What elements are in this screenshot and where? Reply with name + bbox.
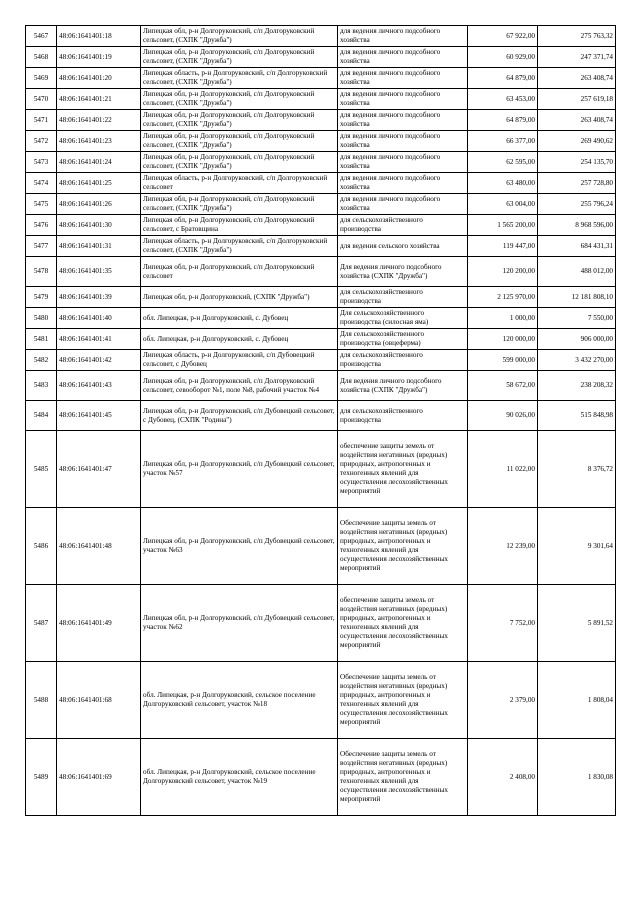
row-number: 5487: [26, 585, 57, 662]
row-number: 5474: [26, 173, 57, 194]
cadastral-value: 7 550,00: [538, 308, 616, 329]
row-number: 5469: [26, 68, 57, 89]
table-row: [26, 194, 616, 215]
area-value: 2 408,00: [468, 739, 538, 816]
table-row: [26, 47, 616, 68]
cadastral-value: 263 408,74: [538, 110, 616, 131]
cadastral-value: 515 848,98: [538, 401, 616, 431]
area-value: 63 004,00: [468, 194, 538, 215]
cadastral-value: 8 968 596,00: [538, 215, 616, 236]
table-row: [26, 431, 616, 508]
area-value: 7 752,00: [468, 585, 538, 662]
row-number: 5482: [26, 350, 57, 371]
cadastral-value: 12 181 808,10: [538, 287, 616, 308]
plot-address: Липецкая обл, р-н Долгоруковский, с/п Дубовецкий сельсовет, участок №57: [141, 431, 338, 508]
plot-address: Липецкая обл, р-н Долгоруковский, с/п Долгоруковский сельсовет, (СХПК "Дружба"): [141, 194, 338, 215]
permitted-use: Для сельскохозяйственного производства (силосная яма): [338, 308, 468, 329]
cadastral-number: 48:06:1641401:45: [57, 401, 141, 431]
table-row: [26, 257, 616, 287]
permitted-use: для ведения личного подсобного хозяйства: [338, 131, 468, 152]
area-value: 1 565 200,00: [468, 215, 538, 236]
plot-address: обл. Липецкая, р-н Долгоруковский, с. Дубовец: [141, 329, 338, 350]
table-row: [26, 585, 616, 662]
row-number: 5478: [26, 257, 57, 287]
row-number: 5476: [26, 215, 57, 236]
cadastral-value: 238 208,32: [538, 371, 616, 401]
plot-address: обл. Липецкая, р-н Долгоруковский, сельское поселение Долгоруковский сельсовет, участок №18: [141, 662, 338, 739]
plot-address: Липецкая обл, р-н Долгоруковский, с/п Долгоруковский сельсовет, (СХПК "Дружба"): [141, 47, 338, 68]
area-value: 120 000,00: [468, 329, 538, 350]
plot-address: Липецкая область, р-н Долгоруковский, с/п Долгоруковский сельсовет, (СХПК "Дружба"): [141, 236, 338, 257]
cadastral-number: 48:06:1641401:35: [57, 257, 141, 287]
area-value: 11 022,00: [468, 431, 538, 508]
cadastral-value: 275 763,32: [538, 26, 616, 47]
cadastral-value: 269 490,62: [538, 131, 616, 152]
permitted-use: для сельскохозяйственного производства: [338, 287, 468, 308]
permitted-use: для ведения сельского хозяйства: [338, 236, 468, 257]
plot-address: Липецкая обл, р-н Долгоруковский, с/п Долгоруковский сельсовет, (СХПК "Дружба"): [141, 89, 338, 110]
table-row: [26, 152, 616, 173]
cadastral-number: 48:06:1641401:40: [57, 308, 141, 329]
land-plots-table: [25, 25, 616, 816]
cadastral-number: 48:06:1641401:39: [57, 287, 141, 308]
area-value: 1 000,00: [468, 308, 538, 329]
cadastral-number: 48:06:1641401:25: [57, 173, 141, 194]
area-value: 64 879,00: [468, 110, 538, 131]
cadastral-value: 5 891,52: [538, 585, 616, 662]
plot-address: обл. Липецкая, р-н Долгоруковский, с. Дубовец: [141, 308, 338, 329]
cadastral-number: 48:06:1641401:21: [57, 89, 141, 110]
row-number: 5489: [26, 739, 57, 816]
plot-address: Липецкая обл, р-н Долгоруковский, с/п Долгоруковский сельсовет: [141, 257, 338, 287]
area-value: 66 377,00: [468, 131, 538, 152]
row-number: 5467: [26, 26, 57, 47]
area-value: 63 480,00: [468, 173, 538, 194]
plot-address: Липецкая область, р-н Долгоруковский, с/п Дубовецкий сельсовет, с Дубовец: [141, 350, 338, 371]
cadastral-value: 3 432 270,00: [538, 350, 616, 371]
cadastral-number: 48:06:1641401:26: [57, 194, 141, 215]
plot-address: Липецкая обл, р-н Долгоруковский, с/п Дубовецкий сельсовет, участок №63: [141, 508, 338, 585]
cadastral-value: 263 408,74: [538, 68, 616, 89]
cadastral-number: 48:06:1641401:47: [57, 431, 141, 508]
permitted-use: для ведения личного подсобного хозяйства: [338, 26, 468, 47]
permitted-use: для ведения личного подсобного хозяйства: [338, 152, 468, 173]
plot-address: обл. Липецкая, р-н Долгоруковский, сельское поселение Долгоруковский сельсовет, участок №19: [141, 739, 338, 816]
plot-address: Липецкая обл, р-н Долгоруковский, с/п Долгоруковский сельсовет, (СХПК "Дружба"): [141, 110, 338, 131]
area-value: 90 026,00: [468, 401, 538, 431]
permitted-use: для сельскохозяйственного производства: [338, 401, 468, 431]
table-row: [26, 215, 616, 236]
cadastral-value: 247 371,74: [538, 47, 616, 68]
area-value: 60 929,00: [468, 47, 538, 68]
permitted-use: для сельскохозяйственного производства: [338, 350, 468, 371]
cadastral-number: 48:06:1641401:31: [57, 236, 141, 257]
table-row: [26, 329, 616, 350]
plot-address: Липецкая обл, р-н Долгоруковский, с/п Долгоруковский сельсовет, (СХПК "Дружба"): [141, 131, 338, 152]
table-row: [26, 68, 616, 89]
row-number: 5483: [26, 371, 57, 401]
permitted-use: для сельскохозяйственного производства: [338, 215, 468, 236]
area-value: 119 447,00: [468, 236, 538, 257]
cadastral-number: 48:06:1641401:20: [57, 68, 141, 89]
area-value: 12 239,00: [468, 508, 538, 585]
permitted-use: Обеспечение защиты земель от воздействия негативных (вредных) природных, антропогенных и техногенных явлений для осуществления лесохозяйственных мероприятий: [338, 662, 468, 739]
table-row: [26, 110, 616, 131]
cadastral-value: 906 000,00: [538, 329, 616, 350]
cadastral-number: 48:06:1641401:30: [57, 215, 141, 236]
plot-address: Липецкая обл, р-н Долгоруковский, с/п Долгоруковский сельсовет, (СХПК "Дружба"): [141, 26, 338, 47]
cadastral-value: 255 796,24: [538, 194, 616, 215]
row-number: 5473: [26, 152, 57, 173]
cadastral-number: 48:06:1641401:18: [57, 26, 141, 47]
row-number: 5475: [26, 194, 57, 215]
permitted-use: обеспечение защиты земель от воздействия негативных (вредных) природных, антропогенных и техногенных явлений для осуществления лесохозяйственных мероприятий: [338, 585, 468, 662]
row-number: 5468: [26, 47, 57, 68]
cadastral-value: 9 301,64: [538, 508, 616, 585]
permitted-use: для ведения личного подсобного хозяйства: [338, 110, 468, 131]
plot-address: Липецкая обл, р-н Долгоруковский, с/п Долгоруковский сельсовет, с Братовщина: [141, 215, 338, 236]
table-body: [26, 26, 616, 816]
row-number: 5471: [26, 110, 57, 131]
plot-address: Липецкая обл, р-н Долгоруковский, с/п Дубовецкий сельсовет, с Дубовец, (СХПК "Родина"): [141, 401, 338, 431]
cadastral-number: 48:06:1641401:19: [57, 47, 141, 68]
cadastral-number: 48:06:1641401:69: [57, 739, 141, 816]
row-number: 5470: [26, 89, 57, 110]
permitted-use: для ведения личного подсобного хозяйства: [338, 173, 468, 194]
row-number: 5488: [26, 662, 57, 739]
permitted-use: для ведения личного подсобного хозяйства: [338, 194, 468, 215]
table-row: [26, 371, 616, 401]
row-number: 5477: [26, 236, 57, 257]
permitted-use: для ведения личного подсобного хозяйства: [338, 47, 468, 68]
permitted-use: для ведения личного подсобного хозяйства: [338, 68, 468, 89]
area-value: 62 595,00: [468, 152, 538, 173]
table-row: [26, 131, 616, 152]
table-row: [26, 308, 616, 329]
cadastral-number: 48:06:1641401:41: [57, 329, 141, 350]
cadastral-value: 8 376,72: [538, 431, 616, 508]
row-number: 5485: [26, 431, 57, 508]
cadastral-number: 48:06:1641401:42: [57, 350, 141, 371]
area-value: 2 125 970,00: [468, 287, 538, 308]
permitted-use: для ведения личного подсобного хозяйства: [338, 89, 468, 110]
row-number: 5472: [26, 131, 57, 152]
cadastral-number: 48:06:1641401:48: [57, 508, 141, 585]
cadastral-value: 684 431,31: [538, 236, 616, 257]
table-row: [26, 662, 616, 739]
permitted-use: Обеспечение защиты земель от воздействия негативных (вредных) природных, антропогенных и техногенных явлений для осуществления лесохозяйственных мероприятий: [338, 508, 468, 585]
cadastral-number: 48:06:1641401:49: [57, 585, 141, 662]
plot-address: Липецкая обл, р-н Долгоруковский, (СХПК "Дружба"): [141, 287, 338, 308]
table-row: [26, 89, 616, 110]
plot-address: Липецкая обл, р-н Долгоруковский, с/п Долгоруковский сельсовет, севооборот №1, поле №8, рабочий участок №4: [141, 371, 338, 401]
table-row: [26, 401, 616, 431]
permitted-use: обеспечение защиты земель от воздействия негативных (вредных) природных, антропогенных и техногенных явлений для осуществления лесохозяйственных мероприятий: [338, 431, 468, 508]
table-row: [26, 739, 616, 816]
table-row: [26, 26, 616, 47]
plot-address: Липецкая обл, р-н Долгоруковский, с/п Долгоруковский сельсовет, (СХПК "Дружба"): [141, 152, 338, 173]
area-value: 64 879,00: [468, 68, 538, 89]
cadastral-value: 1 830,08: [538, 739, 616, 816]
row-number: 5486: [26, 508, 57, 585]
cadastral-number: 48:06:1641401:22: [57, 110, 141, 131]
cadastral-value: 1 808,04: [538, 662, 616, 739]
row-number: 5481: [26, 329, 57, 350]
cadastral-value: 257 728,80: [538, 173, 616, 194]
area-value: 58 672,00: [468, 371, 538, 401]
table-row: [26, 350, 616, 371]
area-value: 67 922,00: [468, 26, 538, 47]
document-page: [25, 25, 615, 816]
area-value: 63 453,00: [468, 89, 538, 110]
permitted-use: Обеспечение защиты земель от воздействия негативных (вредных) природных, антропогенных и техногенных явлений для осуществления лесохозяйственных мероприятий: [338, 739, 468, 816]
cadastral-value: 488 012,00: [538, 257, 616, 287]
cadastral-number: 48:06:1641401:24: [57, 152, 141, 173]
row-number: 5480: [26, 308, 57, 329]
table-row: [26, 236, 616, 257]
permitted-use: Для ведения личного подсобного хозяйства (СХПК "Дружба"): [338, 257, 468, 287]
cadastral-number: 48:06:1641401:23: [57, 131, 141, 152]
area-value: 120 200,00: [468, 257, 538, 287]
table-row: [26, 508, 616, 585]
permitted-use: Для сельскохозяйственного производства (овцеферма): [338, 329, 468, 350]
cadastral-value: 254 135,70: [538, 152, 616, 173]
permitted-use: Для ведения личного подсобного хозяйства (СХПК "Дружба"): [338, 371, 468, 401]
cadastral-number: 48:06:1641401:68: [57, 662, 141, 739]
table-row: [26, 173, 616, 194]
cadastral-number: 48:06:1641401:43: [57, 371, 141, 401]
plot-address: Липецкая область, р-н Долгоруковский, с/п Долгоруковский сельсовет: [141, 173, 338, 194]
area-value: 599 000,00: [468, 350, 538, 371]
row-number: 5484: [26, 401, 57, 431]
row-number: 5479: [26, 287, 57, 308]
area-value: 2 379,00: [468, 662, 538, 739]
plot-address: Липецкая область, р-н Долгоруковский, с/п Долгоруковский сельсовет, (СХПК "Дружба"): [141, 68, 338, 89]
cadastral-value: 257 619,18: [538, 89, 616, 110]
table-row: [26, 287, 616, 308]
plot-address: Липецкая обл, р-н Долгоруковский, с/п Дубовецкий сельсовет, участок №62: [141, 585, 338, 662]
